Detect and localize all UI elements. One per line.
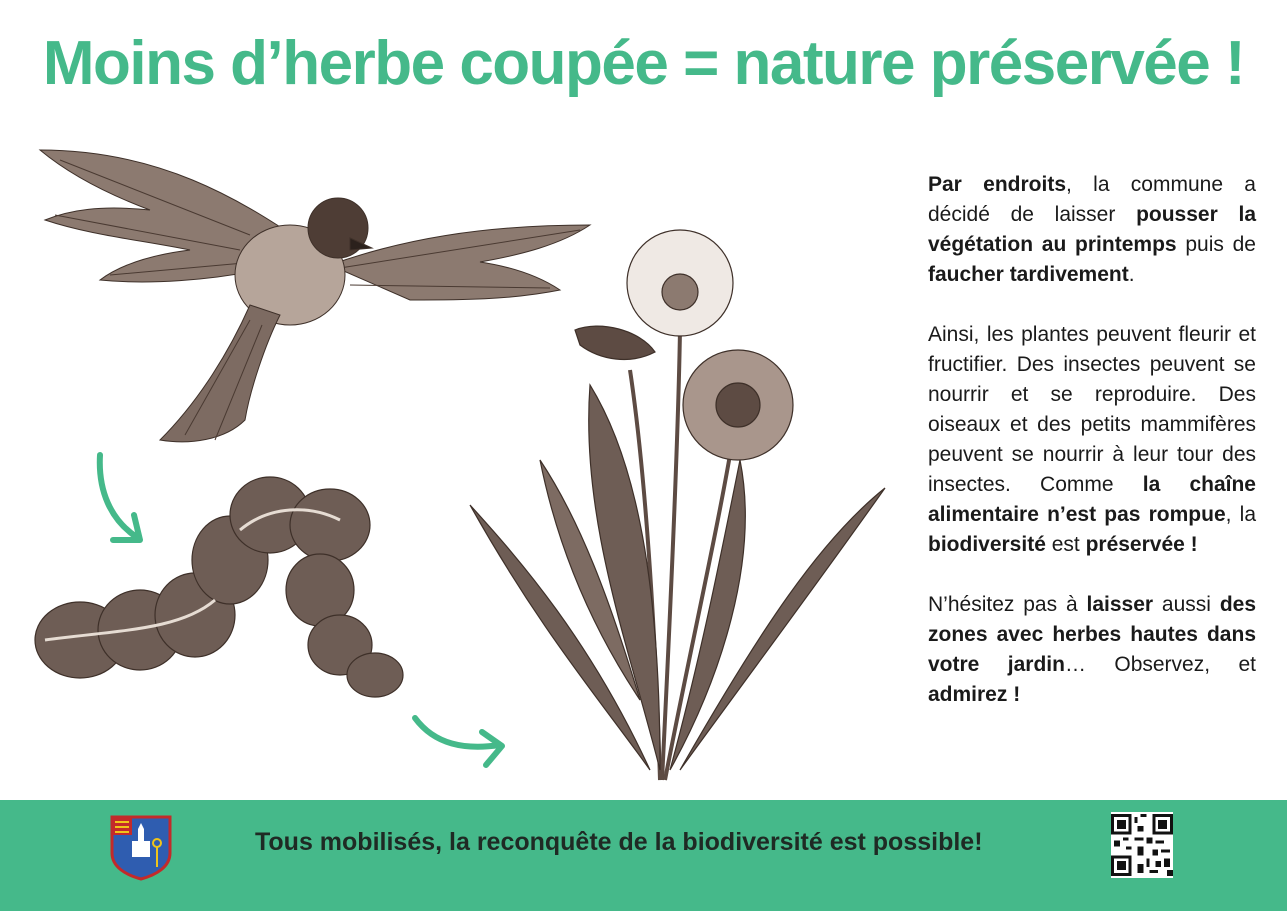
text-run: , la — [1225, 503, 1256, 526]
paragraph-food-chain — [928, 320, 1256, 560]
arrow-down-icon — [100, 455, 140, 540]
body-text — [928, 170, 1256, 740]
text-run: , la commune a décidé de laisser — [928, 173, 1256, 226]
qr-code-icon[interactable] — [1111, 812, 1173, 878]
text-run: faucher tardivement — [928, 263, 1129, 286]
text-run: est — [1045, 533, 1086, 556]
sparrow-illustration — [40, 150, 590, 442]
paragraph-call-to-action — [928, 590, 1256, 710]
text-run: … Observez, et — [1064, 653, 1256, 676]
text-run: préservée ! — [1085, 533, 1198, 556]
page-title: Moins d’herbe coupée = nature préservée ! — [42, 29, 1245, 98]
text-run: puis de — [1176, 233, 1256, 256]
text-run: admirez ! — [928, 683, 1021, 706]
caterpillar-illustration — [35, 477, 403, 697]
text-run: N’hésitez pas à — [928, 593, 1087, 616]
text-run: Ainsi, les plantes peuvent fleurir et fructifier. Des insectes peuvent se nourrir et se reproduire. Des oiseaux et des petits mammifères peuvent se nourrir à leur tour des insectes. Comme — [928, 323, 1256, 496]
text-run: laisser — [1086, 593, 1154, 616]
text-run: la chaîne alimentaire n’est pas rompue — [928, 473, 1256, 526]
text-run: des zones avec herbes hautes dans votre jardin — [928, 593, 1256, 676]
text-run: pousser la végétation au printemps — [928, 203, 1256, 256]
dandelion-illustration — [470, 230, 885, 780]
text-run: Par endroits — [928, 173, 1067, 196]
text-run: aussi — [1153, 593, 1220, 616]
municipal-coat-of-arms-icon — [110, 815, 172, 881]
text-run: . — [1128, 263, 1135, 286]
footer-slogan: Tous mobilisés, la reconquête de la biodiversité est possible! — [255, 828, 983, 856]
arrow-right-icon — [415, 718, 502, 765]
text-run: biodiversité — [928, 533, 1046, 556]
paragraph-intro — [928, 170, 1256, 290]
